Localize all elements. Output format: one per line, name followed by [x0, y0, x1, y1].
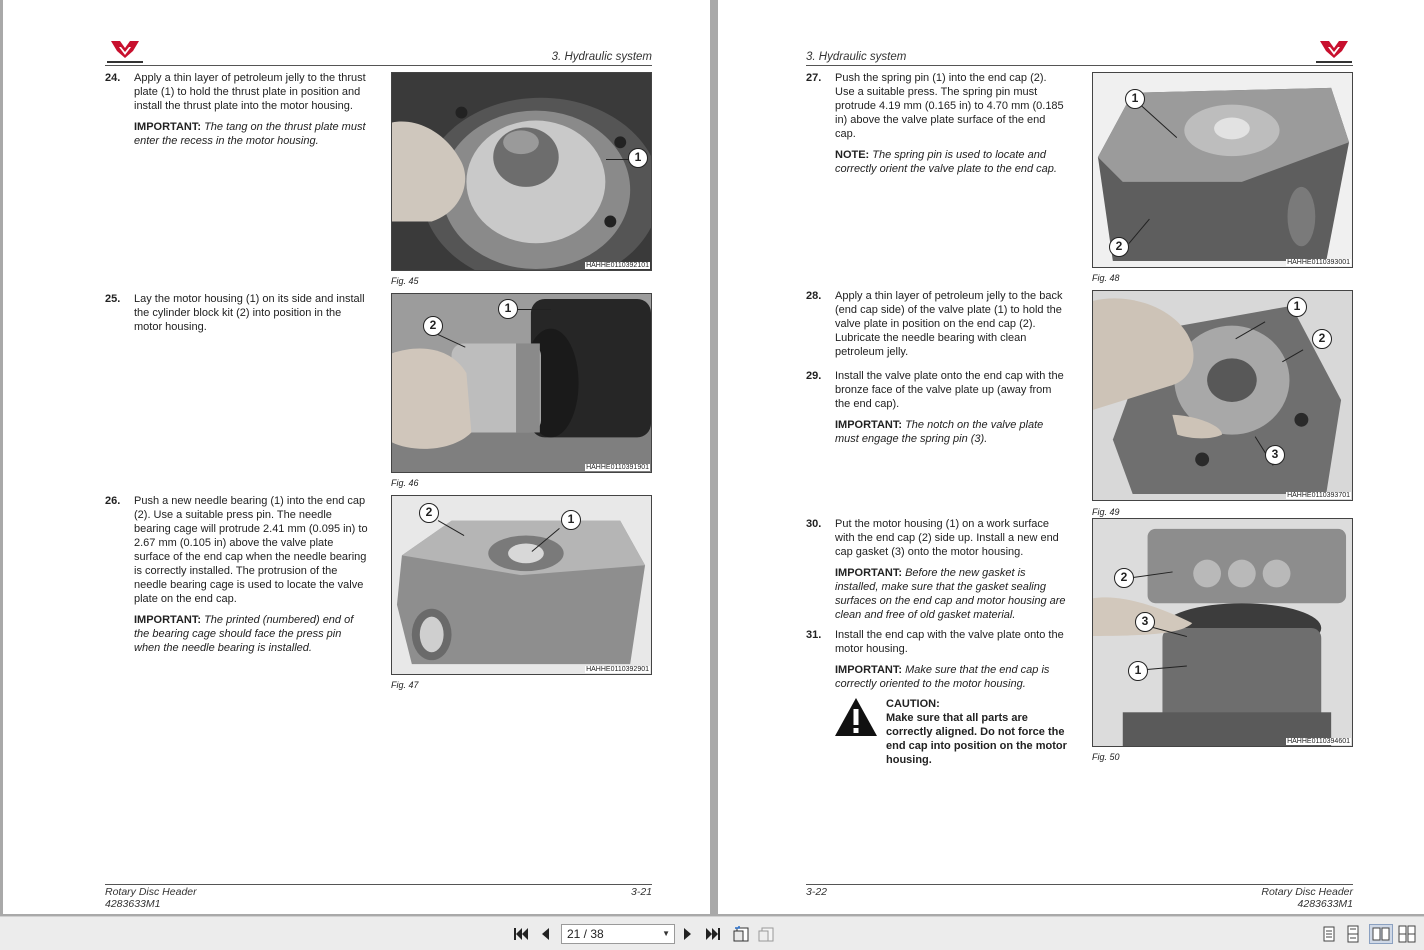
- leader-line: [516, 309, 551, 310]
- note-text: The spring pin is used to locate and correctly orient the valve plate to the end cap.: [835, 149, 1057, 175]
- page-indicator: 21 / 38: [567, 927, 604, 941]
- step-text: Install the end cap with the valve plate onto the motor housing.: [835, 629, 1064, 655]
- step-number: 28.: [806, 290, 822, 302]
- step-number: 31.: [806, 629, 822, 641]
- figure-49-photo: [1092, 290, 1353, 501]
- important-label: IMPORTANT:: [835, 567, 903, 579]
- callout-marker: 1: [561, 510, 581, 530]
- caution-box: [886, 697, 1071, 767]
- callout-marker: 3: [1135, 612, 1155, 632]
- callout-marker: 1: [628, 148, 648, 168]
- footer-left: [105, 886, 197, 910]
- document-page-left: [3, 0, 710, 914]
- footer-title: Rotary Disc Header: [105, 886, 197, 898]
- step-text: Apply a thin layer of petroleum jelly to the thrust plate (1) to hold the thrust plate in position and install the thrust plate into the motor housing.: [134, 72, 366, 112]
- step-text: Push the spring pin (1) into the end cap (2). Use a suitable press. The spring pin must protrude 4.19 mm (0.165 in) to 4.70 mm (0.185 in) above the valve plate surface of the end cap.: [835, 72, 1064, 140]
- figure-caption: Fig. 50: [1092, 752, 1120, 762]
- figure-46-photo: [391, 293, 652, 473]
- continuous-view-button[interactable]: [1343, 924, 1363, 944]
- previous-page-button[interactable]: [535, 924, 555, 944]
- step-text: Apply a thin layer of petroleum jelly to the back (end cap side) of the valve plate (1) to hold the valve plate in position on the end cap (2). Lubricate the needle bearing with clean petroleum jelly.: [835, 290, 1063, 358]
- massey-ferguson-logo: [1315, 39, 1353, 65]
- step-text: Lay the motor housing (1) on its side and install the cylinder block kit (2) into position in the motor housing.: [134, 293, 365, 333]
- chevron-down-icon: ▼: [662, 929, 670, 938]
- document-page-right: [718, 0, 1424, 914]
- callout-marker: 2: [1114, 568, 1134, 588]
- important-label: IMPORTANT:: [835, 664, 903, 676]
- figure-code: HAHHE0110393001: [1287, 259, 1350, 266]
- step-text: Install the valve plate onto the end cap with the bronze face of the valve plate up (away from the end cap).: [835, 370, 1064, 410]
- figure-code: HAHHE0110394601: [1287, 738, 1350, 745]
- next-page-icon: [683, 927, 693, 941]
- figure-45-photo: [391, 72, 652, 271]
- figure-48-photo: [1092, 72, 1353, 268]
- single-page-view-icon: [1323, 926, 1335, 942]
- callout-marker: 3: [1265, 445, 1285, 465]
- warning-triangle-icon: [834, 697, 878, 737]
- page-header: 3. Hydraulic system: [551, 51, 652, 63]
- rotate-icon: [732, 925, 750, 943]
- first-page-icon: [513, 927, 529, 941]
- figure-code: HAHHE0110392901: [586, 666, 649, 673]
- figure-code: HAHHE0110391901: [586, 464, 649, 471]
- step-number: 29.: [806, 370, 822, 382]
- caution-title: CAUTION:: [886, 698, 940, 710]
- important-label: IMPORTANT:: [134, 121, 202, 133]
- step-number: 30.: [806, 518, 822, 530]
- figure-caption: Fig. 46: [391, 478, 419, 488]
- step-number: 24.: [105, 72, 121, 84]
- two-page-continuous-button[interactable]: [1397, 924, 1417, 944]
- important-text: The printed (numbered) end of the bearing cage should face the press pin when the needle bearing is installed.: [134, 614, 354, 654]
- previous-page-icon: [540, 927, 550, 941]
- export-button[interactable]: [756, 924, 776, 944]
- callout-marker: 1: [1128, 661, 1148, 681]
- figure-50-photo: [1092, 518, 1353, 747]
- viewer-toolbar: [0, 916, 1424, 950]
- important-label: IMPORTANT:: [835, 419, 903, 431]
- important-label: IMPORTANT:: [134, 614, 202, 626]
- massey-ferguson-logo: [106, 39, 144, 65]
- important-text: The notch on the valve plate must engage the spring pin (3).: [835, 419, 1044, 445]
- step-number: 25.: [105, 293, 121, 305]
- first-page-button[interactable]: [511, 924, 531, 944]
- footer-right: [1261, 886, 1353, 910]
- last-page-button[interactable]: [703, 924, 723, 944]
- two-page-view-icon: [1372, 927, 1390, 941]
- header-rule: [105, 65, 652, 66]
- footer-part-number: 4283633M1: [105, 898, 161, 910]
- figure-code: HAHHE0110392101: [586, 262, 649, 269]
- callout-marker: 2: [1109, 237, 1129, 257]
- figure-caption: Fig. 45: [391, 276, 419, 286]
- single-page-view-button[interactable]: [1319, 924, 1339, 944]
- footer-rule: [105, 884, 652, 885]
- figure-47-photo: [391, 495, 652, 675]
- figure-caption: Fig. 47: [391, 680, 419, 690]
- header-rule: [806, 65, 1353, 66]
- export-icon: [757, 925, 775, 943]
- figure-caption: Fig. 48: [1092, 273, 1120, 283]
- footer-page-number: 3-21: [630, 886, 652, 898]
- page-number-select[interactable]: [561, 924, 675, 944]
- callout-marker: 1: [1287, 297, 1307, 317]
- next-page-button[interactable]: [678, 924, 698, 944]
- two-page-view-button[interactable]: [1369, 924, 1393, 944]
- callout-marker: 2: [419, 503, 439, 523]
- page-header: 3. Hydraulic system: [806, 51, 907, 63]
- important-text: Before the new gasket is installed, make sure that the gasket sealing surfaces on the end cap and motor housing are clean and free of old gasket material.: [835, 567, 1066, 621]
- rotate-button[interactable]: [731, 924, 751, 944]
- footer-page-number: 3-22: [806, 886, 828, 898]
- callout-marker: 1: [498, 299, 518, 319]
- important-text: Make sure that the end cap is correctly oriented to the motor housing.: [835, 664, 1050, 690]
- footer-part-number: 4283633M1: [1297, 898, 1353, 910]
- last-page-icon: [705, 927, 721, 941]
- footer-rule: [806, 884, 1353, 885]
- footer-title: Rotary Disc Header: [1261, 886, 1353, 898]
- callout-marker: 2: [1312, 329, 1332, 349]
- two-page-continuous-icon: [1398, 925, 1416, 943]
- callout-marker: 2: [423, 316, 443, 336]
- important-text: The tang on the thrust plate must enter the recess in the motor housing.: [134, 121, 366, 147]
- figure-code: HAHHE0110393701: [1287, 492, 1350, 499]
- note-label: NOTE:: [835, 149, 870, 161]
- continuous-view-icon: [1346, 925, 1360, 943]
- step-number: 26.: [105, 495, 121, 507]
- caution-text: Make sure that all parts are correctly aligned. Do not force the end cap into position on the motor housing.: [886, 712, 1067, 766]
- figure-caption: Fig. 49: [1092, 507, 1120, 517]
- step-text: Push a new needle bearing (1) into the end cap (2). Use a suitable press pin. The needle bearing cage will protrude 2.41 mm (0.095 in) to 2.67 mm (0.105 in) above the valve plate surface of the end cap when the needle bearing is correctly installed. The protrusion of the needle bearing cage is used to locate the valve plate on the end cap.: [134, 495, 368, 605]
- callout-marker: 1: [1125, 89, 1145, 109]
- step-text: Put the motor housing (1) on a work surface with the end cap (2) side up. Install a new end cap gasket (3) onto the motor housing.: [835, 518, 1059, 558]
- step-number: 27.: [806, 72, 822, 84]
